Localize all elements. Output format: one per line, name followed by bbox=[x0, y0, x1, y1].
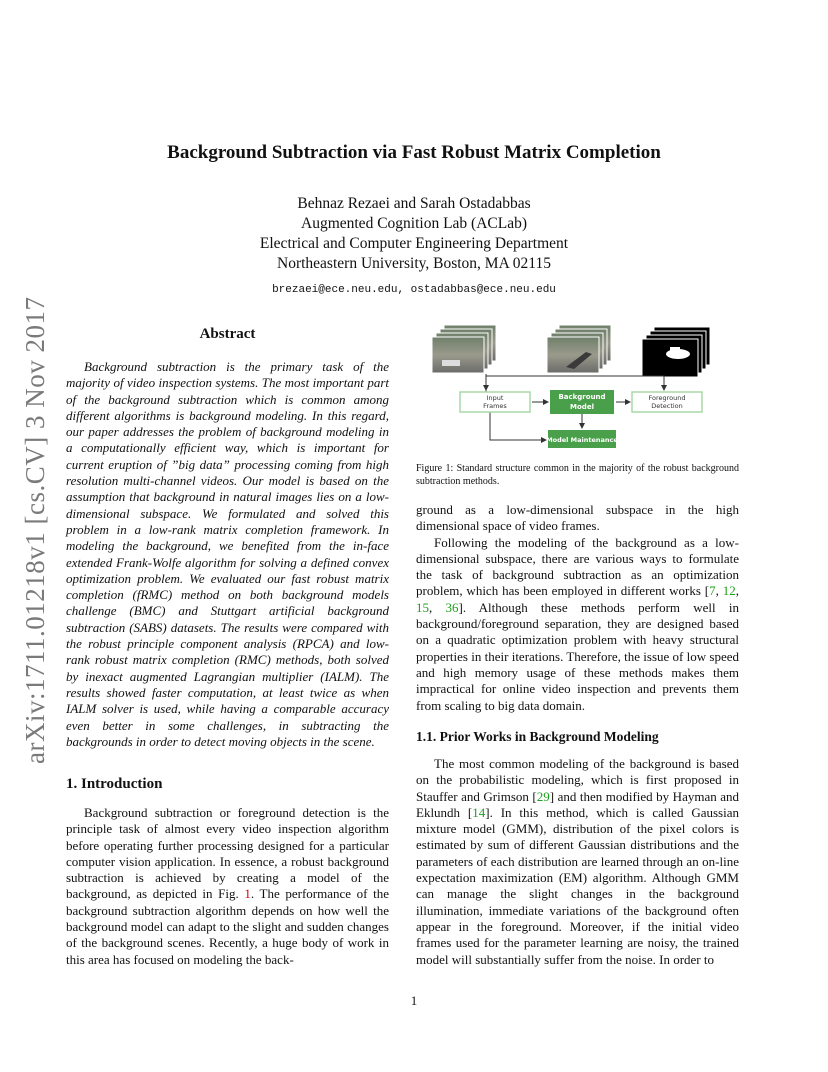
figure-1 bbox=[416, 322, 739, 457]
citation-link-12[interactable]: 12 bbox=[722, 583, 736, 599]
introduction-heading: 1. Introduction bbox=[66, 776, 163, 792]
citation-link-36[interactable]: 36 bbox=[445, 599, 459, 615]
citation-link-15[interactable]: 15 bbox=[416, 599, 429, 615]
author-emails: brezaei@ece.neu.edu, ostadabbas@ece.neu.edu bbox=[272, 284, 556, 296]
introduction-paragraph bbox=[66, 805, 389, 968]
author-lab: Augmented Cognition Lab (ACLab) bbox=[301, 215, 527, 232]
prior-works-body bbox=[416, 756, 739, 968]
arxiv-identifier: arXiv:1711.01218v1 [cs.CV] 3 Nov 2017 bbox=[20, 296, 50, 764]
background-model-label-1: Background bbox=[558, 393, 606, 401]
right-p3-text-c: ]. In this method, which is called Gaussian mixture model (GMM), distribution of the pixel colors is estimated by sum of different Gaussian distributions and the parameters of each distribution are learned through an on-line expectation maximization (EM) algorithm. Although GMM can manage the slight changes in the background illumination, immediate variations of the background often appear in the foreground. Moreover, if the initial video frames used for the parameter learning are noisy, the trained model will substantially suffer from the noise. In order to bbox=[416, 804, 739, 967]
citation-link-7[interactable]: 7 bbox=[709, 583, 716, 599]
figure-reference-link[interactable]: 1 bbox=[244, 886, 251, 902]
citation-link-29[interactable]: 29 bbox=[536, 788, 550, 804]
figure-caption: Figure 1: Standard structure common in the majority of the robust background subtraction methods. bbox=[416, 463, 739, 487]
right-paragraph-2 bbox=[416, 535, 739, 714]
right-paragraph-1: ground as a low-dimensional subspace in the high dimensional space of video frames. bbox=[416, 502, 739, 534]
right-p2-text-a: Following the modeling of the background as a low-dimensional subspace, there are various ways to formulate the task of background subtraction as an optimization problem, which has been employed in different works [ bbox=[416, 534, 739, 599]
citation-separator: , bbox=[429, 599, 446, 615]
prior-works-heading: 1.1. Prior Works in Background Modeling bbox=[416, 729, 659, 744]
intro-text-a: Background subtraction or foreground detection is the principle task of almost every video inspection algorithm before operating further processing designed for a particular computer vision application. In essence, a robust background subtraction is achieved by creating a model of the background, as depicted in Fig. bbox=[66, 805, 389, 902]
input-frames-image bbox=[432, 325, 496, 373]
background-model-label-2: Model bbox=[570, 403, 594, 411]
foreground-masks-image bbox=[642, 327, 710, 377]
background-frames-image bbox=[547, 325, 611, 373]
right-p2-text-b: ]. Although these methods perform well in background/foreground separation, they are designed based on a quadratic optimization problem with heavy structural properties in their iterations. Therefore, the issue of low speed and high memory usage of these methods makes them impractical for online video inspection and prevents them from scaling to big data domain. bbox=[416, 599, 739, 713]
citation-separator: , bbox=[715, 583, 723, 599]
model-maintenance-label: Model Maintenance bbox=[546, 436, 618, 444]
introduction-body bbox=[66, 805, 389, 968]
paper-title: Background Subtraction via Fast Robust Matrix Completion bbox=[167, 142, 661, 163]
author-block bbox=[0, 194, 828, 300]
figure-1-diagram bbox=[416, 322, 739, 457]
author-names: Behnaz Rezaei and Sarah Ostadabbas bbox=[297, 195, 531, 212]
author-university: Northeastern University, Boston, MA 02115 bbox=[277, 255, 551, 272]
input-frames-label-1: Input bbox=[486, 394, 504, 402]
page-number: 1 bbox=[410, 993, 418, 1008]
prior-works-paragraph bbox=[416, 756, 739, 968]
abstract-text: Background subtraction is the primary task of the majority of video inspection systems. The most important part of the background subtraction which is common among different algorithms is background modeling. In this regard, our paper addresses the problem of background modeling in a computationally efficient way, which is important for current eruption of ”big data” processing coming from high resolution multi-channel videos. Our model is based on the assumption that background in natural images lies on a low-dimensional subspace. We formulated and solved this problem in a low-rank matrix completion framework. In modeling the background, we benefited from the in-face extended Frank-Wolfe algorithm for solving a defined convex optimization problem. We evaluated our fast robust matrix completion (fRMC) method on both background models challenge (BMC) and Stuttgart artificial background subtraction (SABS) datasets. The results were compared with the robust principle component analysis (RPCA) and low-rank robust matrix completion (RMC) methods, both solved by inexact augmented Lagrangian multiplier (IALM). The results showed faster computation, at least twice as when IALM solver is used, while having a comparable accuracy even better in some challenges, in subtracting the backgrounds in order to detect moving objects in the scene. bbox=[66, 359, 389, 749]
right-p3-text-a: The most common modeling of the background is based on the probabilistic modeling, which is first proposed in Stauffer and Grimson [ bbox=[416, 756, 739, 804]
foreground-detection-label-1: Foreground bbox=[648, 394, 686, 402]
intro-text-b: . The performance of the background subtraction algorithm depends on how well the background model can adapt to the slight and sudden changes of the background scenes. Recently, a huge body of work in this area has focused on modeling the back- bbox=[66, 886, 390, 967]
citation-separator: , bbox=[735, 583, 740, 599]
input-frames-label-2: Frames bbox=[483, 402, 507, 410]
right-p3-text-b: ] and then modified by Hayman and Eklundh [ bbox=[416, 788, 739, 820]
abstract-body bbox=[66, 359, 389, 750]
citation-link-14[interactable]: 14 bbox=[472, 804, 486, 820]
right-column-intro bbox=[416, 502, 739, 714]
foreground-detection-label-2: Detection bbox=[651, 402, 683, 410]
abstract-heading: Abstract bbox=[199, 326, 256, 342]
author-department: Electrical and Computer Engineering Department bbox=[259, 235, 569, 252]
